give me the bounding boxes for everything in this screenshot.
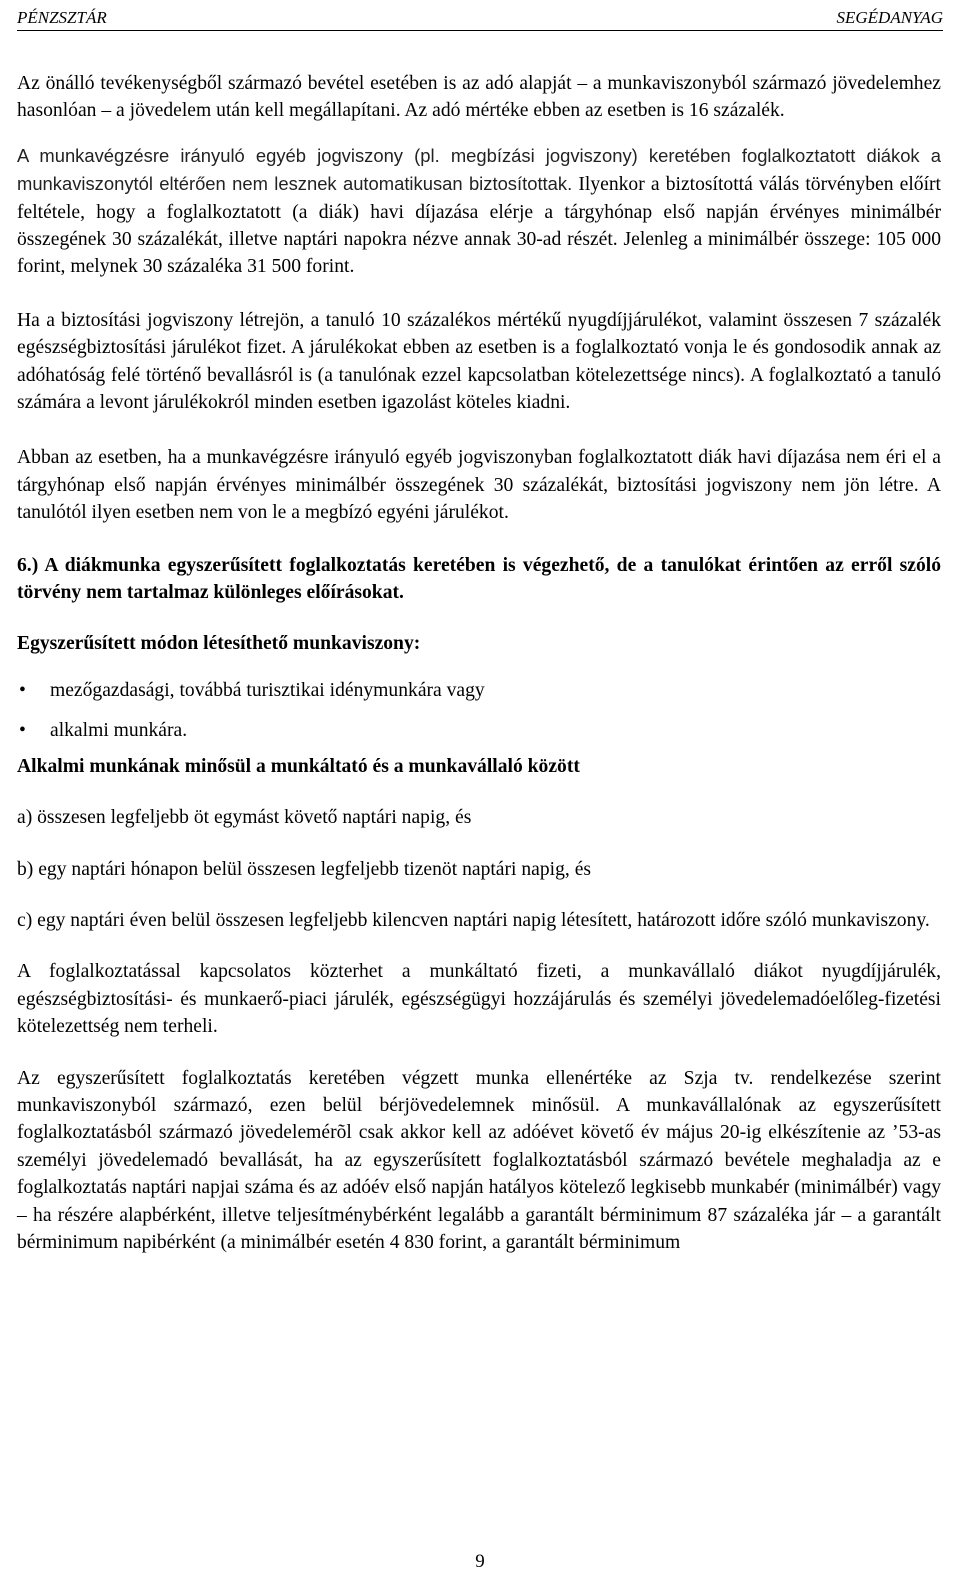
paragraph-insurance-condition bbox=[17, 142, 941, 281]
paragraph-insurance-lead: A munkavégzésre irányuló egyéb jogviszony (pl. megbízási jogviszony) keretében foglalkoztatott diákok a munkaviszonytól eltérően nem lesznek automatikusan biztosítottak. bbox=[17, 144, 941, 195]
page-number: 9 bbox=[475, 1551, 485, 1572]
bullet-list bbox=[17, 677, 941, 745]
section-heading-6: 6.) A diákmunka egyszerűsített foglalkoztatás keretében is végezhető, de a tanulókat érintően az erről szóló törvény nem tartalmaz különleges előírásokat. bbox=[17, 554, 941, 604]
paragraph-no-insurance: Abban az esetben, ha a munkavégzésre irányuló egyéb jogviszonyban foglalkoztatott diák havi díjazása nem éri el a tárgyhónap első napján érvényes minimálbér összegének 30 százalékát, biztosítási jogviszony nem jön létre. A tanulótól ilyen esetben nem von le a megbízó egyéni járulékot. bbox=[17, 447, 941, 524]
subheading-casual-work: Alkalmi munkának minősül a munkáltató és a munkavállaló között bbox=[17, 755, 580, 777]
bullet-icon: • bbox=[19, 679, 26, 701]
page-header bbox=[17, 4, 943, 31]
paragraph-contributions: Ha a biztosítási jogviszony létrejön, a tanuló 10 százalékos mértékű nyugdíjjárulékot, valamint összesen 7 százalék egészségbiztosítási járulékot fizet. A járulékokat ebben az esetben is a foglalkoztató vonja le és gondosodik annak az adóhatóság felé történő bevallásról is (a tanulónak ezzel kapcsolatban kötelezettsége nincs). A foglalkoztató a tanuló számára a levont járulékokról minden esetben igazolást köteles kiadni. bbox=[17, 309, 941, 414]
header-right-title: SEGÉDANYAG bbox=[836, 8, 943, 27]
list-item-text: alkalmi munkára. bbox=[50, 720, 188, 742]
list-item-text: mezőgazdasági, továbbá turisztikai idénymunkára vagy bbox=[50, 679, 485, 701]
paragraph-public-charges: A foglalkoztatással kapcsolatos közterhet a munkáltató fizeti, a munkavállaló diákot nyugdíjjárulék, egészségbiztosítási- és munkaerő-piaci járulék, egészségügyi hozzájárulás és személyi jövedelemadóelőleg-fizetési kötelezettség nem terheli. bbox=[17, 961, 941, 1038]
subheading-simplified-employment: Egyszerűsített módon létesíthető munkaviszony: bbox=[17, 632, 421, 654]
paragraph-insurance-rest: Ilyenkor a biztosítottá válás törvényben előírt feltétele, hogy a foglalkoztatott (a diák) havi díjazása elérje a tárgyhónap első napján érvényes minimálbér összegének 30 százalékát, illetve naptári napokra nézve annak 30-ad részét. Jelenleg a minimálbér összege: 105 000 forint, melynek 30 százaléka 31 500 forint. bbox=[17, 174, 942, 278]
document-body bbox=[17, 70, 941, 1256]
paragraph-simplified-income: Az egyszerűsített foglalkoztatás keretében végzett munka ellenértéke az Szja tv. rendelkezése szerint munkaviszonyból származó, ezen belül bérjövedelemnek minősül. A munkavállalónak az egyszerűsített foglalkoztatásból származó jövedelemérõl csak akkor kell az adóévet követő év május 20-ig elkészítenie az ’53-as személyi jövedelemadó bevallását, ha az egyszerűsített foglalkoztatásból származó bevétele meghaladja az e foglalkoztatás naptári napjai száma és az adóév első napján hatályos kötelező legkisebb munkabér (minimálbér) vagy – ha részére alapbérként, illetve teljesítménybérként legalább a garantált bérminimum 87 százaléka jár – a garantált bérminimum napibérként (a minimálbér esetén 4 830 forint, a garantált bérminimum bbox=[17, 1067, 941, 1253]
list-item bbox=[17, 677, 941, 704]
header-left-title: PÉNZSZTÁR bbox=[17, 8, 107, 27]
bullet-icon: • bbox=[19, 720, 26, 742]
paragraph-income-tax: Az önálló tevékenységből származó bevétel esetében is az adó alapját – a munkaviszonyból származó jövedelemhez hasonlóan – a jövedelem után kell megállapítani. Az adó mértéke ebben az esetben is 16 százalék. bbox=[17, 73, 941, 122]
condition-c: c) egy naptári éven belül összesen legfeljebb kilencven naptári napig létesített, határozott időre szóló munkaviszony. bbox=[17, 909, 930, 931]
condition-b: b) egy naptári hónapon belül összesen legfeljebb tizenöt naptári napig, és bbox=[17, 858, 592, 880]
condition-a: a) összesen legfeljebb öt egymást követő naptári napig, és bbox=[17, 807, 472, 829]
list-item bbox=[17, 717, 941, 744]
